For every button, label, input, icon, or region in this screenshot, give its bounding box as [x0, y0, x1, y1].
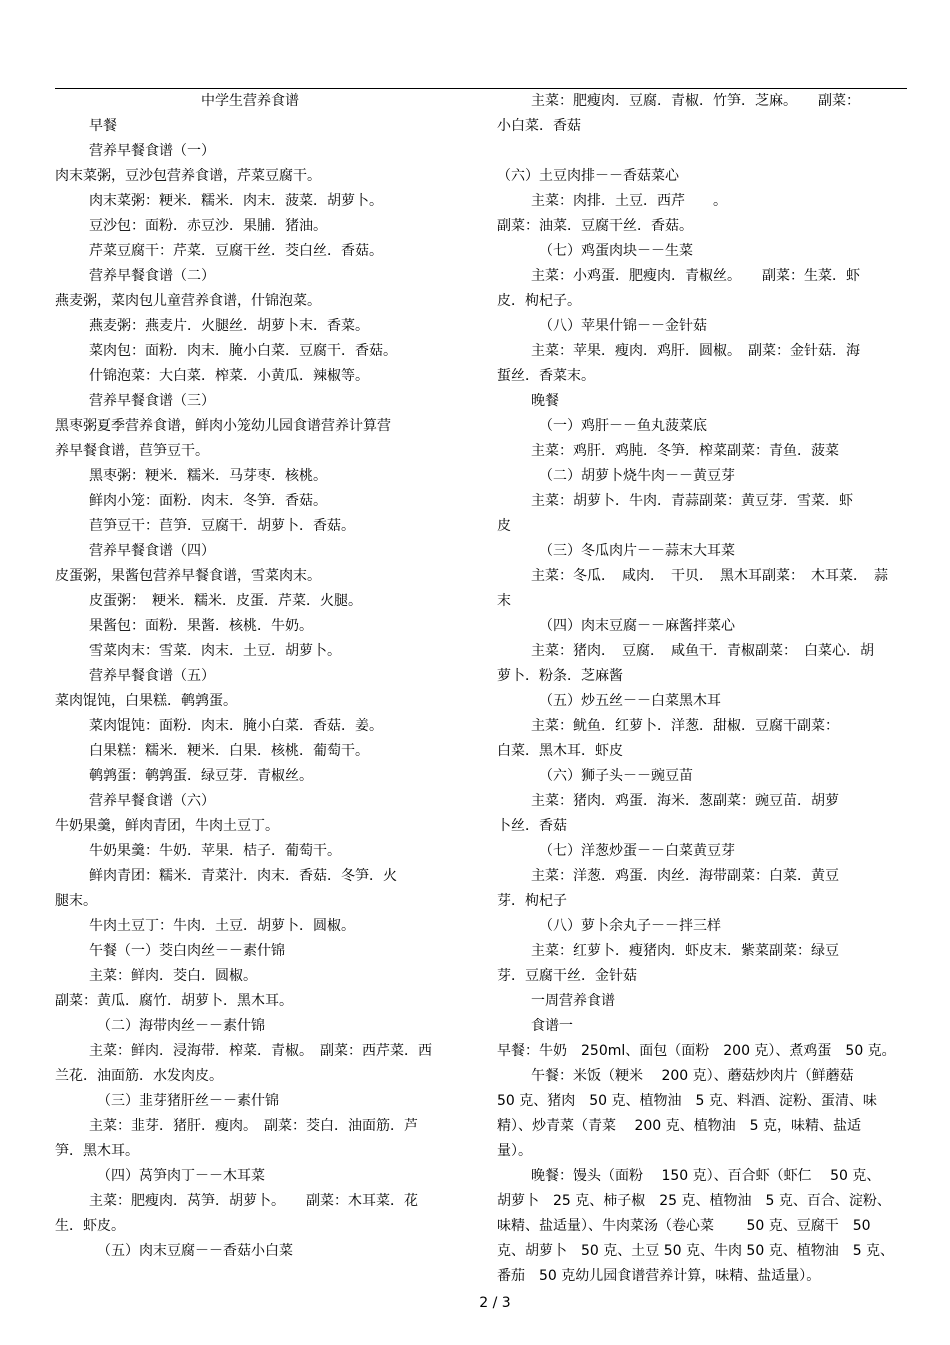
text-line: 营养早餐食谱（五） — [89, 668, 215, 684]
text-line: 牛奶果羹，鲜肉青团，牛肉土豆丁。 — [55, 818, 279, 834]
text-line: 芽．豆腐干丝．金针菇 — [497, 968, 637, 984]
text-line: 精）、炒青菜（青菜 200 克、植物油 5 克，味精、盐适 — [497, 1118, 861, 1134]
text-line: 主菜：猪肉．鸡蛋．海米．葱副菜：豌豆苗．胡萝 — [531, 793, 839, 809]
text-line: 胡萝卜 25 克、柿子椒 25 克、植物油 5 克、百合、淀粉、 — [497, 1193, 891, 1209]
text-line: 主菜：韭芽．猪肝．瘦肉。 副菜：茭白．油面筋．芦 — [89, 1118, 418, 1134]
text-line: 菜肉馄饨：面粉．肉末．腌小白菜．香菇．姜。 — [89, 718, 383, 734]
text-line: 肉末菜粥，豆沙包营养食谱，芹菜豆腐干。 — [55, 168, 321, 184]
text-line: 笋．黑木耳。 — [55, 1143, 139, 1159]
text-line: 燕麦粥：燕麦片．火腿丝．胡萝卜末．香菜。 — [89, 318, 369, 334]
text-line: 主菜：鲜肉．浸海带．榨菜．青椒。 副菜：西芹菜．西 — [89, 1043, 432, 1059]
page-number: 2 / 3 — [479, 1295, 511, 1311]
document-title: 中学生营养食谱 — [201, 93, 299, 109]
text-line: 白菜．黑木耳．虾皮 — [497, 743, 623, 759]
text-line: 皮蛋粥： 粳米．糯米．皮蛋．芹菜．火腿。 — [89, 593, 362, 609]
text-line: 芹菜豆腐干：芹菜．豆腐干丝．茭白丝．香菇。 — [89, 243, 383, 259]
text-line: 主菜：胡萝卜．牛肉．青蒜副菜：黄豆芽．雪菜．虾 — [531, 493, 853, 509]
text-line: （七）鸡蛋肉块－－生菜 — [539, 243, 693, 259]
text-line: 午餐（一）茭白肉丝－－素什锦 — [89, 943, 285, 959]
text-line: 味精、盐适量）、牛肉菜汤（卷心菜 50 克、豆腐干 50 — [497, 1218, 871, 1234]
text-line: 副菜：黄瓜．腐竹．胡萝卜．黑木耳。 — [55, 993, 293, 1009]
text-line: 鹌鹑蛋：鹌鹑蛋．绿豆芽．青椒丝。 — [89, 768, 313, 784]
text-line: 主菜：冬瓜． 咸肉． 干贝． 黑木耳副菜： 木耳菜． 蒜 — [531, 568, 888, 584]
text-line: （三）冬瓜肉片－－蒜末大耳菜 — [539, 543, 735, 559]
text-line: 主菜：鸡肝．鸡肫．冬笋．榨菜副菜：青鱼．菠菜 — [531, 443, 839, 459]
text-line: 主菜：小鸡蛋．肥瘦肉．青椒丝。 副菜：生菜．虾 — [531, 268, 860, 284]
text-line: 营养早餐食谱（二） — [89, 268, 215, 284]
text-line: （四）莴笋肉丁－－木耳菜 — [97, 1168, 265, 1184]
text-line: 腿末。 — [55, 893, 97, 909]
text-line: 早餐：牛奶 250ml、面包（面粉 200 克）、煮鸡蛋 50 克。 — [497, 1043, 896, 1059]
text-line: 肉末菜粥：粳米．糯米．肉末．菠菜．胡萝卜。 — [89, 193, 383, 209]
text-line: 菜肉包：面粉．肉末．腌小白菜．豆腐干．香菇。 — [89, 343, 397, 359]
text-line: （五）肉末豆腐－－香菇小白菜 — [97, 1243, 293, 1259]
text-line: 主菜：肥瘦肉．莴笋．胡萝卜。 副菜：木耳菜．花 — [89, 1193, 418, 1209]
text-line: （二）海带肉丝－－素什锦 — [97, 1018, 265, 1034]
text-line: （八）苹果什锦－－金针菇 — [539, 318, 707, 334]
text-line: 黑枣粥：粳米．糯米．马芽枣．核桃。 — [89, 468, 327, 484]
text-line: 副菜：油菜．豆腐干丝．香菇。 — [497, 218, 693, 234]
text-line: 营养早餐食谱（一） — [89, 143, 215, 159]
text-line: 营养早餐食谱（六） — [89, 793, 215, 809]
text-line: 50 克、猪肉 50 克、植物油 5 克、料酒、淀粉、蛋清、味 — [497, 1093, 877, 1109]
text-line: （六）土豆肉排－－香菇菜心 — [497, 168, 679, 184]
text-line: （七）洋葱炒蛋－－白菜黄豆芽 — [539, 843, 735, 859]
text-line: 鲜肉青团：糯米．青菜汁．肉末．香菇．冬笋．火 — [89, 868, 397, 884]
text-line: 主菜：苹果．瘦肉．鸡肝．圆椒。 副菜：金针菇．海 — [531, 343, 860, 359]
text-line: 主菜：鲜肉．茭白．圆椒。 — [89, 968, 257, 984]
text-line: 主菜：肉排．土豆．西芹 。 — [531, 193, 727, 209]
text-line: 午餐：米饭（粳米 200 克）、蘑菇炒肉片（鲜蘑菇 — [531, 1068, 854, 1084]
text-line: 卜丝．香菇 — [497, 818, 567, 834]
text-line: 早餐 — [89, 118, 117, 134]
text-line: （八）萝卜余丸子－－拌三样 — [539, 918, 721, 934]
text-line: 营养早餐食谱（四） — [89, 543, 215, 559]
text-line: 生．虾皮。 — [55, 1218, 125, 1234]
text-line: 什锦泡菜：大白菜．榨菜．小黄瓜．辣椒等。 — [89, 368, 369, 384]
text-line: （四）肉末豆腐－－麻酱拌菜心 — [539, 618, 735, 634]
text-line: 皮．枸杞子。 — [497, 293, 581, 309]
text-line: 番茄 50 克幼儿园食谱营养计算，味精、盐适量）。 — [497, 1268, 821, 1284]
text-line: 主菜：鱿鱼．红萝卜．洋葱．甜椒．豆腐干副菜： — [531, 718, 839, 734]
text-line: 晚餐：馒头（面粉 150 克）、百合虾（虾仁 50 克、 — [531, 1168, 881, 1184]
text-line: 克、胡萝卜 50 克、土豆 50 克、牛肉 50 克、植物油 5 克、 — [497, 1243, 895, 1259]
text-line: 苣笋豆干：苣笋．豆腐干．胡萝卜．香菇。 — [89, 518, 355, 534]
text-line: 主菜：肥瘦肉．豆腐．青椒．竹笋．芝麻。 副菜： — [531, 93, 860, 109]
text-line: 芽．枸杞子 — [497, 893, 567, 909]
text-line: 主菜：洋葱．鸡蛋．肉丝．海带副菜：白菜．黄豆 — [531, 868, 839, 884]
text-line: 黑枣粥夏季营养食谱，鲜肉小笼幼儿园食谱营养计算营 — [55, 418, 391, 434]
text-line: 蜇丝．香菜末。 — [497, 368, 595, 384]
right-column — [497, 89, 907, 1289]
text-line: 营养早餐食谱（三） — [89, 393, 215, 409]
text-line: 鲜肉小笼：面粉．肉末．冬笋．香菇。 — [89, 493, 327, 509]
text-line: 菜肉馄饨，白果糕．鹌鹑蛋。 — [55, 693, 237, 709]
text-line: 食谱一 — [531, 1018, 573, 1034]
text-line: 白果糕：糯米．粳米．白果．核桃．葡萄干。 — [89, 743, 369, 759]
text-line: 晚餐 — [531, 393, 559, 409]
text-line: 主菜：猪肉． 豆腐． 咸鱼干．青椒副菜： 白菜心．胡 — [531, 643, 874, 659]
text-line: 末 — [497, 593, 511, 609]
text-line: 皮 — [497, 518, 511, 534]
text-line: （六）狮子头－－豌豆苗 — [539, 768, 693, 784]
text-line: 豆沙包：面粉．赤豆沙．果脯．猪油。 — [89, 218, 327, 234]
text-line — [497, 139, 907, 164]
text-line: 燕麦粥，菜肉包儿童营养食谱，什锦泡菜。 — [55, 293, 321, 309]
text-line: 小白菜．香菇 — [497, 118, 581, 134]
text-line: （三）韭芽猪肝丝－－素什锦 — [97, 1093, 279, 1109]
text-line: 牛奶果羹：牛奶．苹果．桔子．葡萄干。 — [89, 843, 341, 859]
left-column — [55, 89, 465, 1264]
text-line: 一周营养食谱 — [531, 993, 615, 1009]
text-line: 兰花．油面筋．水发肉皮。 — [55, 1068, 223, 1084]
text-line: 皮蛋粥，果酱包营养早餐食谱，雪菜肉末。 — [55, 568, 321, 584]
text-line: （二）胡萝卜烧牛肉－－黄豆芽 — [539, 468, 735, 484]
text-line: 牛肉土豆丁：牛肉．土豆．胡萝卜．圆椒。 — [89, 918, 355, 934]
text-line: 主菜：红萝卜．瘦猪肉．虾皮末．紫菜副菜：绿豆 — [531, 943, 839, 959]
text-line: 养早餐食谱，苣笋豆干。 — [55, 443, 209, 459]
text-line: （一）鸡肝－－鱼丸菠菜底 — [539, 418, 707, 434]
text-line: 量）。 — [497, 1143, 532, 1159]
text-line: 萝卜．粉条．芝麻酱 — [497, 668, 623, 684]
text-line: 果酱包：面粉．果酱．核桃．牛奶。 — [89, 618, 313, 634]
text-line: 雪菜肉末：雪菜．肉末．土豆．胡萝卜。 — [89, 643, 341, 659]
text-line: （五）炒五丝－－白菜黑木耳 — [539, 693, 721, 709]
